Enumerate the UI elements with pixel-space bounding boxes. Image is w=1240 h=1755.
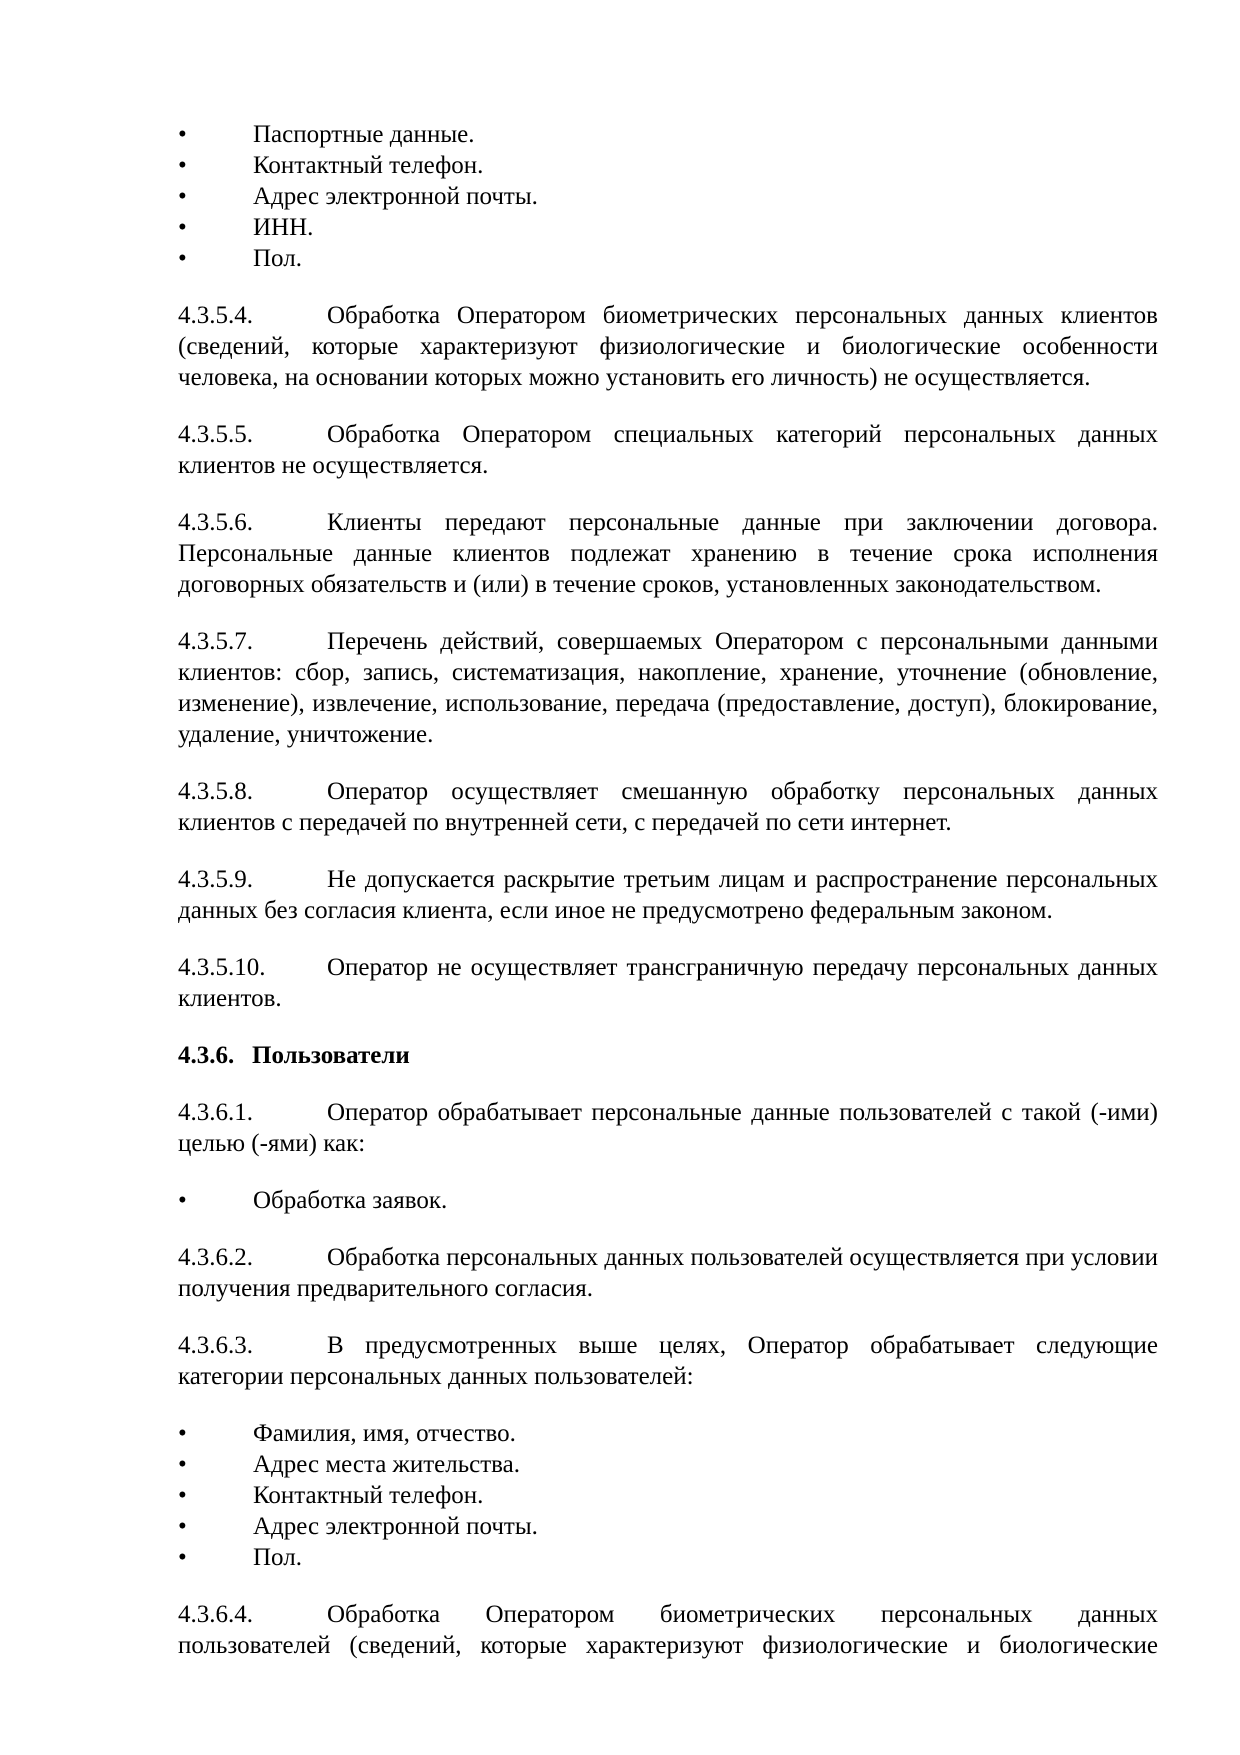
paragraph-number: 4.3.5.10. bbox=[178, 954, 266, 981]
list-item bbox=[178, 1418, 1158, 1449]
numbered-paragraph bbox=[178, 419, 1158, 481]
paragraph-text: Обработка Оператором специальных категорий персональных данных клиентов не осуществляется. bbox=[178, 421, 1158, 479]
numbered-paragraph bbox=[178, 952, 1158, 1014]
list-item bbox=[178, 243, 1158, 274]
bullet-icon: • bbox=[178, 1187, 187, 1214]
numbered-paragraph bbox=[178, 1242, 1158, 1304]
paragraph-number: 4.3.5.7. bbox=[178, 628, 253, 655]
paragraph-text: Обработка Оператором биометрических персональных данных пользователей (сведений, которые характеризуют физиологические и биологические bbox=[178, 1601, 1158, 1659]
list-item-text: Обработка заявок. bbox=[253, 1187, 448, 1214]
list-item bbox=[178, 1480, 1158, 1511]
heading-text: Пользователи bbox=[252, 1042, 410, 1069]
list-item-text: Пол. bbox=[253, 1544, 302, 1571]
document-content bbox=[178, 119, 1158, 1661]
bullet-icon: • bbox=[178, 1544, 187, 1571]
list-item-text: Адрес места жительства. bbox=[253, 1451, 520, 1478]
bullet-list bbox=[178, 1185, 1158, 1216]
list-item bbox=[178, 1511, 1158, 1542]
list-item bbox=[178, 181, 1158, 212]
numbered-paragraph bbox=[178, 626, 1158, 750]
paragraph-text: Оператор не осуществляет трансграничную передачу персональных данных клиентов. bbox=[178, 954, 1158, 1012]
list-item-text: Пол. bbox=[253, 245, 302, 272]
paragraph-text: Не допускается раскрытие третьим лицам и распространение персональных данных без согласия клиента, если иное не предусмотрено федеральным законом. bbox=[178, 866, 1158, 924]
list-item-text: Фамилия, имя, отчество. bbox=[253, 1420, 516, 1447]
paragraph-text: Перечень действий, совершаемых Оператором с персональными данными клиентов: сбор, запись, систематизация, накопление, хранение, уточнение (обновление, изменение), извлечение, использование, передача (предоставление, доступ), блокирование, удаление, уничтожение. bbox=[178, 628, 1158, 748]
bullet-icon: • bbox=[178, 245, 187, 272]
bullet-icon: • bbox=[178, 1513, 187, 1540]
bullet-icon: • bbox=[178, 1420, 187, 1447]
paragraph-text: Оператор обрабатывает персональные данные пользователей с такой (-ими) целью (-ями) как: bbox=[178, 1099, 1158, 1157]
paragraph-number: 4.3.6.2. bbox=[178, 1244, 253, 1271]
paragraph-text: Клиенты передают персональные данные при заключении договора. Персональные данные клиентов подлежат хранению в течение срока исполнения договорных обязательств и (или) в течение сроков, установленных законодательством. bbox=[178, 509, 1158, 598]
list-item-text: Контактный телефон. bbox=[253, 1482, 484, 1509]
paragraph-number: 4.3.6.3. bbox=[178, 1332, 253, 1359]
bullet-list bbox=[178, 119, 1158, 274]
bullet-icon: • bbox=[178, 214, 187, 241]
numbered-paragraph bbox=[178, 1330, 1158, 1392]
list-item-text: Адрес электронной почты. bbox=[253, 1513, 538, 1540]
bullet-icon: • bbox=[178, 183, 187, 210]
numbered-paragraph bbox=[178, 776, 1158, 838]
paragraph-number: 4.3.5.4. bbox=[178, 302, 253, 329]
numbered-paragraph bbox=[178, 1097, 1158, 1159]
list-item bbox=[178, 150, 1158, 181]
paragraph-text: Обработка персональных данных пользователей осуществляется при условии получения предварительного согласия. bbox=[178, 1244, 1158, 1302]
list-item bbox=[178, 1542, 1158, 1573]
heading-number: 4.3.6. bbox=[178, 1042, 235, 1069]
list-item-text: ИНН. bbox=[253, 214, 314, 241]
paragraph-text: Оператор осуществляет смешанную обработку персональных данных клиентов с передачей по внутренней сети, с передачей по сети интернет. bbox=[178, 778, 1158, 836]
numbered-paragraph bbox=[178, 507, 1158, 600]
paragraph-text: Обработка Оператором биометрических персональных данных клиентов (сведений, которые характеризуют физиологические и биологические особенности человека, на основании которых можно установить его личность) не осуществляется. bbox=[178, 302, 1158, 391]
bullet-icon: • bbox=[178, 121, 187, 148]
list-item-text: Паспортные данные. bbox=[253, 121, 475, 148]
bullet-icon: • bbox=[178, 1451, 187, 1478]
bullet-list bbox=[178, 1418, 1158, 1573]
numbered-paragraph bbox=[178, 864, 1158, 926]
list-item bbox=[178, 1449, 1158, 1480]
list-item-text: Адрес электронной почты. bbox=[253, 183, 538, 210]
paragraph-number: 4.3.5.8. bbox=[178, 778, 253, 805]
paragraph-number: 4.3.5.9. bbox=[178, 866, 253, 893]
bullet-icon: • bbox=[178, 1482, 187, 1509]
paragraph-number: 4.3.5.6. bbox=[178, 509, 253, 536]
section-heading bbox=[178, 1040, 1158, 1071]
list-item bbox=[178, 1185, 1158, 1216]
list-item-text: Контактный телефон. bbox=[253, 152, 484, 179]
paragraph-text: В предусмотренных выше целях, Оператор обрабатывает следующие категории персональных данных пользователей: bbox=[178, 1332, 1158, 1390]
paragraph-number: 4.3.6.1. bbox=[178, 1099, 253, 1126]
list-item bbox=[178, 212, 1158, 243]
paragraph-number: 4.3.5.5. bbox=[178, 421, 253, 448]
numbered-paragraph bbox=[178, 300, 1158, 393]
list-item bbox=[178, 119, 1158, 150]
bullet-icon: • bbox=[178, 152, 187, 179]
paragraph-number: 4.3.6.4. bbox=[178, 1601, 253, 1628]
numbered-paragraph bbox=[178, 1599, 1158, 1661]
